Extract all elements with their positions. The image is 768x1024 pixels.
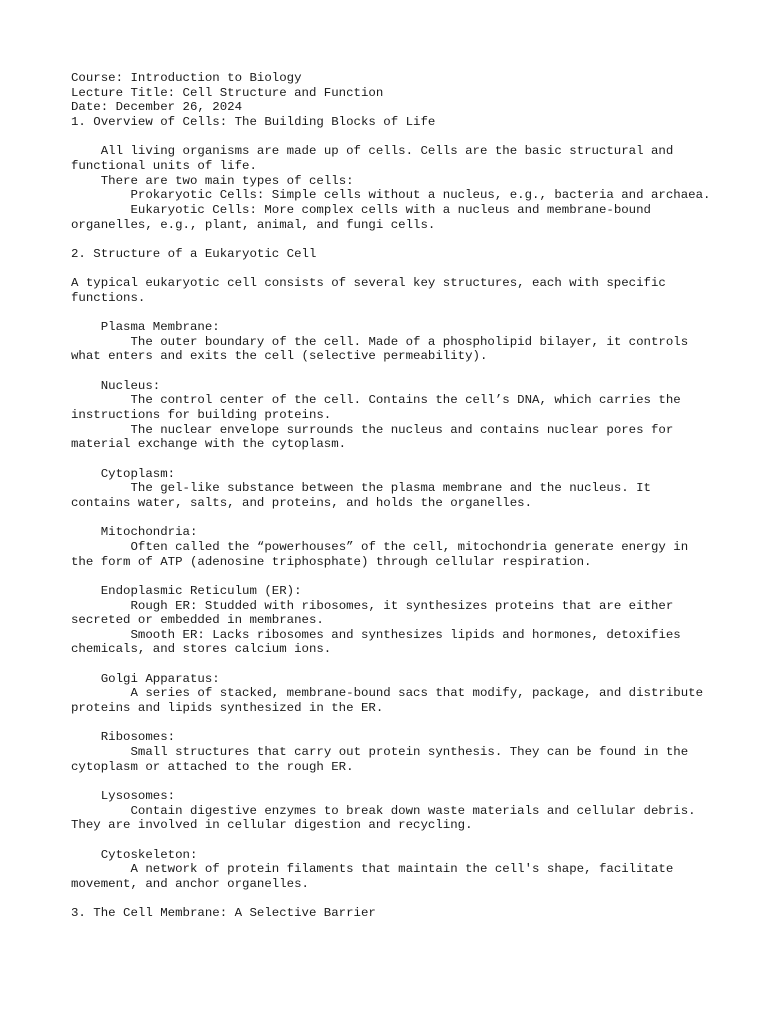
spacer bbox=[71, 305, 711, 320]
document-page bbox=[71, 71, 711, 921]
spacer bbox=[71, 774, 711, 789]
course-line: Course: Introduction to Biology bbox=[71, 71, 302, 85]
description: Smooth ER: Lacks ribosomes and synthesizes lipids and hormones, detoxifies chemicals, and stores calcium ions. bbox=[71, 627, 689, 657]
paragraph: All living organisms are made up of cells. Cells are the basic structural and functional units of life. bbox=[71, 144, 681, 173]
spacer bbox=[71, 716, 711, 731]
section-heading-structure: 2. Structure of a Eukaryotic Cell bbox=[71, 246, 317, 261]
description: Rough ER: Studded with ribosomes, it synthesizes proteins that are either secreted or embedded in membranes. bbox=[71, 598, 681, 628]
subheading-plasma-membrane: Plasma Membrane: bbox=[71, 320, 220, 335]
description: The gel-like substance between the plasma membrane and the nucleus. It contains water, salts, and proteins, and holds the organelles. bbox=[71, 481, 659, 510]
spacer bbox=[71, 262, 711, 277]
date-line: Date: December 26, 2024 bbox=[71, 100, 243, 115]
spacer bbox=[71, 892, 711, 907]
description: Often called the “powerhouses” of the cell, mitochondria generate energy in the form of ATP (adenosine triphosphate) through cellular respiration. bbox=[71, 539, 696, 569]
spacer bbox=[71, 364, 711, 379]
spacer bbox=[71, 452, 711, 467]
spacer bbox=[71, 511, 711, 526]
description: The outer boundary of the cell. Made of a phospholipid bilayer, it controls what enters and exits the cell (selective permeability). bbox=[71, 334, 696, 364]
lecture-title-line: Lecture Title: Cell Structure and Function bbox=[71, 85, 384, 100]
list-item-prokaryotic: Prokaryotic Cells: Simple cells without a nucleus, e.g., bacteria and archaea. bbox=[71, 188, 711, 203]
description: Contain digestive enzymes to break down waste materials and cellular debris. They are involved in cellular digestion and recycling. bbox=[71, 803, 704, 833]
spacer bbox=[71, 569, 711, 584]
description: A network of protein filaments that maintain the cell's shape, facilitate movement, and anchor organelles. bbox=[71, 862, 681, 891]
description: The nuclear envelope surrounds the nucleus and contains nuclear pores for material exchange with the cytoplasm. bbox=[71, 422, 681, 452]
subheading-lysosomes: Lysosomes: bbox=[71, 788, 176, 803]
spacer bbox=[71, 232, 711, 247]
paragraph: There are two main types of cells: bbox=[71, 173, 354, 188]
subheading-ribosomes: Ribosomes: bbox=[71, 730, 176, 745]
subheading-mitochondria: Mitochondria: bbox=[71, 525, 198, 540]
subheading-golgi-apparatus: Golgi Apparatus: bbox=[71, 671, 220, 686]
section-heading-cell-membrane: 3. The Cell Membrane: A Selective Barrier bbox=[71, 906, 376, 921]
spacer bbox=[71, 833, 711, 848]
description: Small structures that carry out protein synthesis. They can be found in the cytoplasm or attached to the rough ER. bbox=[71, 745, 696, 774]
list-item-eukaryotic: Eukaryotic Cells: More complex cells with a nucleus and membrane-bound organelles, e.g., plant, animal, and fungi cells. bbox=[71, 202, 659, 232]
subheading-cytoplasm: Cytoplasm: bbox=[71, 466, 176, 481]
subheading-nucleus: Nucleus: bbox=[71, 378, 161, 393]
description: The control center of the cell. Contains the cell’s DNA, which carries the instructions for building proteins. bbox=[71, 393, 689, 423]
spacer bbox=[71, 130, 711, 145]
paragraph: A typical eukaryotic cell consists of several key structures, each with specific functions. bbox=[71, 276, 674, 305]
description: A series of stacked, membrane-bound sacs that modify, package, and distribute proteins and lipids synthesized in the ER. bbox=[71, 686, 711, 716]
subheading-endoplasmic-reticulum: Endoplasmic Reticulum (ER): bbox=[71, 583, 302, 598]
subheading-cytoskeleton: Cytoskeleton: bbox=[71, 847, 198, 862]
spacer bbox=[71, 657, 711, 672]
section-heading-overview: 1. Overview of Cells: The Building Blocks of Life bbox=[71, 114, 436, 129]
